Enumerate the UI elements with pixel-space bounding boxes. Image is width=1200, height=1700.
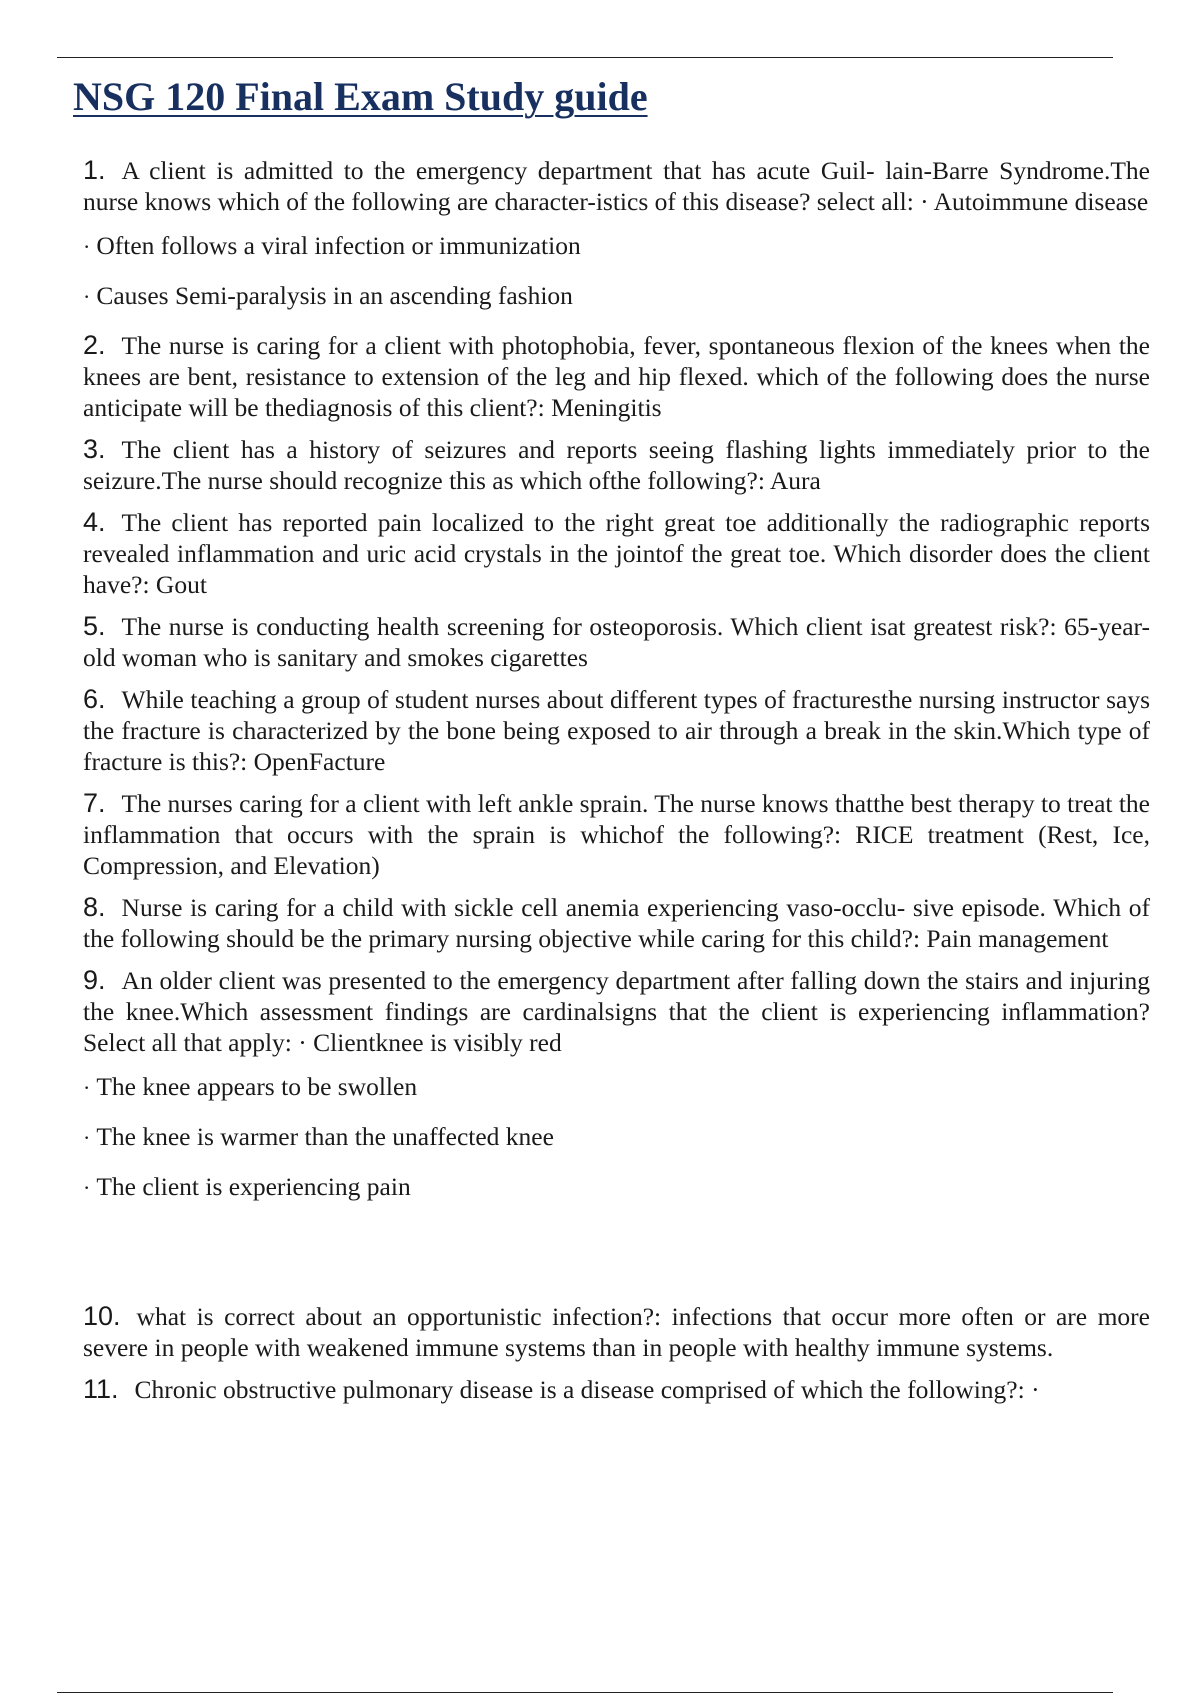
bullet-marker: · — [83, 284, 91, 309]
question-number: 4. — [83, 507, 106, 537]
question-text: what is correct about an opportunistic infection?: infections that occur more often or are more severe in people with weakened immune systems than in people with healthy immune systems. — [83, 1302, 1150, 1362]
bottom-rule — [57, 1692, 1113, 1693]
bullet-text: Causes Semi-paralysis in an ascending fashion — [96, 281, 573, 310]
question-2 — [83, 330, 1150, 423]
bullet-text: The client is experiencing pain — [96, 1172, 411, 1201]
question-3 — [83, 434, 1150, 496]
bullet-marker: · — [83, 1125, 91, 1150]
bullet-marker: · — [83, 1075, 91, 1100]
question-number: 9. — [83, 965, 106, 995]
spacer — [83, 1221, 1150, 1301]
question-9 — [83, 965, 1150, 1058]
top-rule — [57, 57, 1113, 58]
question-list — [83, 155, 1150, 1416]
page-title: NSG 120 Final Exam Study guide — [73, 74, 648, 119]
question-text: The nurse is conducting health screening for osteoporosis. Which client isat greatest risk?: 65-year-old woman who is sanitary and smokes cigarettes — [83, 612, 1150, 672]
question-10 — [83, 1301, 1150, 1363]
answer-bullet — [83, 1071, 1150, 1103]
answer-bullet — [83, 1121, 1150, 1153]
question-number: 5. — [83, 611, 106, 641]
question-text: The nurses caring for a client with left ankle sprain. The nurse knows thatthe best therapy to treat the inflammation that occurs with the sprain is whichof the following?: RICE treatment (Rest, Ice, Compression, and Elevation) — [83, 789, 1150, 880]
question-text: A client is admitted to the emergency department that has acute Guil- lain-Barre Syndrome.The nurse knows which of the following are character-istics of this disease? select all: · Autoimmune disease — [83, 156, 1150, 216]
question-number: 3. — [83, 434, 106, 464]
question-text: Chronic obstructive pulmonary disease is a disease comprised of which the following?: · — [134, 1375, 1040, 1404]
question-7 — [83, 788, 1150, 881]
bullet-marker: · — [83, 234, 91, 259]
question-4 — [83, 507, 1150, 600]
question-text: The client has reported pain localized to the right great toe additionally the radiographic reports revealed inflammation and uric acid crystals in the jointof the great toe. Which disorder does the client have?: Gout — [83, 508, 1150, 599]
answer-bullet — [83, 230, 1150, 262]
question-number: 7. — [83, 788, 106, 818]
question-number: 1. — [83, 155, 106, 185]
question-8 — [83, 892, 1150, 954]
question-text: While teaching a group of student nurses about different types of fracturesthe nursing instructor says the fracture is characterized by the bone being exposed to air through a break in the skin.Which type of fracture is this?: OpenFacture — [83, 685, 1150, 776]
bullet-text: The knee is warmer than the unaffected knee — [96, 1122, 554, 1151]
bullet-marker: · — [83, 1175, 91, 1200]
question-1 — [83, 155, 1150, 217]
bullet-text: The knee appears to be swollen — [96, 1072, 418, 1101]
question-11 — [83, 1374, 1150, 1405]
answer-bullet — [83, 280, 1150, 312]
question-number: 11. — [83, 1374, 119, 1404]
question-number: 6. — [83, 684, 106, 714]
bullet-text: Often follows a viral infection or immunization — [96, 231, 581, 260]
question-5 — [83, 611, 1150, 673]
question-6 — [83, 684, 1150, 777]
question-text: The nurse is caring for a client with photophobia, fever, spontaneous flexion of the knees when the knees are bent, resistance to extension of the leg and hip flexed. which of the following does the nurse anticipate will be thediagnosis of this client?: Meningitis — [83, 331, 1150, 422]
question-text: An older client was presented to the emergency department after falling down the stairs and injuring the knee.Which assessment findings are cardinalsigns that the client is experiencing inflammation? Select all that apply: · Clientknee is visibly red — [83, 966, 1150, 1057]
question-number: 2. — [83, 330, 106, 360]
question-text: Nurse is caring for a child with sickle cell anemia experiencing vaso-occlu- sive episode. Which of the following should be the primary nursing objective while caring for this child?: Pain management — [83, 893, 1150, 953]
question-number: 8. — [83, 892, 106, 922]
question-number: 10. — [83, 1301, 121, 1331]
question-text: The client has a history of seizures and reports seeing flashing lights immediately prior to the seizure.The nurse should recognize this as which ofthe following?: Aura — [83, 435, 1150, 495]
answer-bullet — [83, 1171, 1150, 1203]
